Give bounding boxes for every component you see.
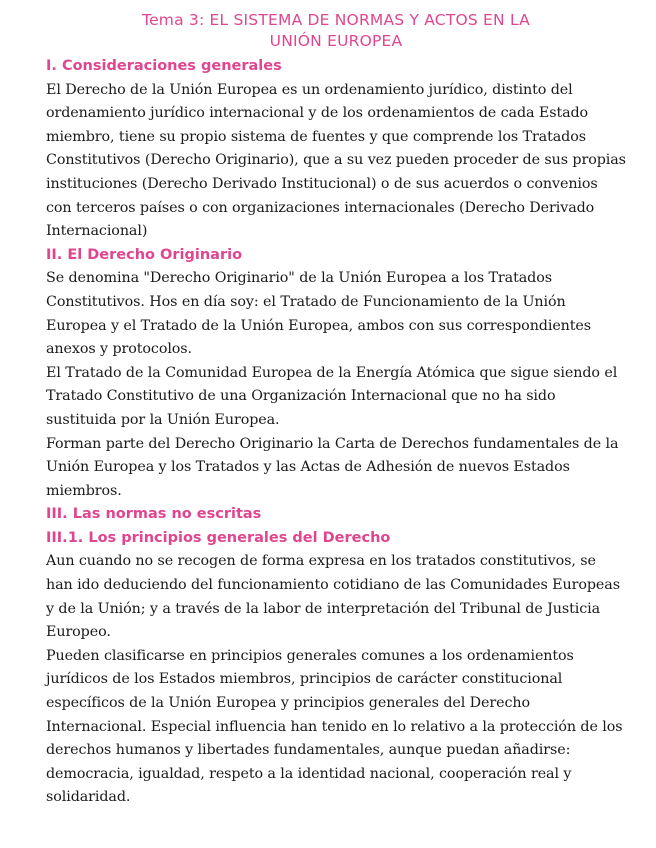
paragraph: Se denomina "Derecho Originario" de la Unión Europea a los Tratados Constitutivos. Hos en día soy: el Tratado de Funcionamiento de la Unión Europea y el Tratado de la Unión Europea, ambos con sus correspondientes anexos y protocolos. [46, 270, 592, 358]
paragraph: Pueden clasificarse en principios generales comunes a los ordenamientos jurídicos de los Estados miembros, principios de carácter constitucional específicos de la Unión Europea y principios generales del Derecho Internacional. Especial influencia han tenido en lo relativo a la protección de los derechos humanos y libertades fundamentales, aunque puedan añadirse: democracia, igualdad, respeto a la identidad nacional, cooperación real y solidaridad. [46, 647, 623, 806]
document-title [46, 10, 626, 52]
paragraph: El Tratado de la Comunidad Europea de la Energía Atómica que sigue siendo el Tratado Constitutivo de una Organización Internacional que no ha sido sustituida por la Unión Europea. [46, 364, 618, 428]
title-line-2: UNIÓN EUROPEA [269, 32, 403, 50]
paragraph: Aun cuando no se recogen de forma expresa en los tratados constitutivos, se han ido deduciendo del funcionamiento cotidiano de las Comunidades Europeas y de la Unión; y a través de la labor de interpretación del Tribunal de Justicia Europeo. [46, 553, 620, 641]
section-heading-consideraciones: I. Consideraciones generales [46, 58, 282, 74]
paragraph: El Derecho de la Unión Europea es un ordenamiento jurídico, distinto del ordenamiento jurídico internacional y de los ordenamientos de cada Estado miembro, tiene su propio sistema de fuentes y que comprende los Tratados Constitutivos (Derecho Originario), que a su vez pueden proceder de sus propias instituciones (Derecho Derivado Institucional) o de sus acuerdos o convenios con terceros países o con organizaciones internacionales (Derecho Derivado Internacional) [46, 81, 626, 240]
paragraph: Forman parte del Derecho Originario la Carta de Derechos fundamentales de la Unión Europea y los Tratados y las Actas de Adhesión de nuevos Estados miembros. [46, 435, 619, 499]
title-line-1: Tema 3: EL SISTEMA DE NORMAS Y ACTOS EN LA [142, 11, 530, 29]
section-heading-normas-no-escritas: III. Las normas no escritas [46, 506, 262, 523]
section-heading-derecho-originario: II. El Derecho Originario [46, 246, 243, 263]
section-heading-principios-generales: III.1. Los principios generales del Derecho [46, 529, 391, 546]
